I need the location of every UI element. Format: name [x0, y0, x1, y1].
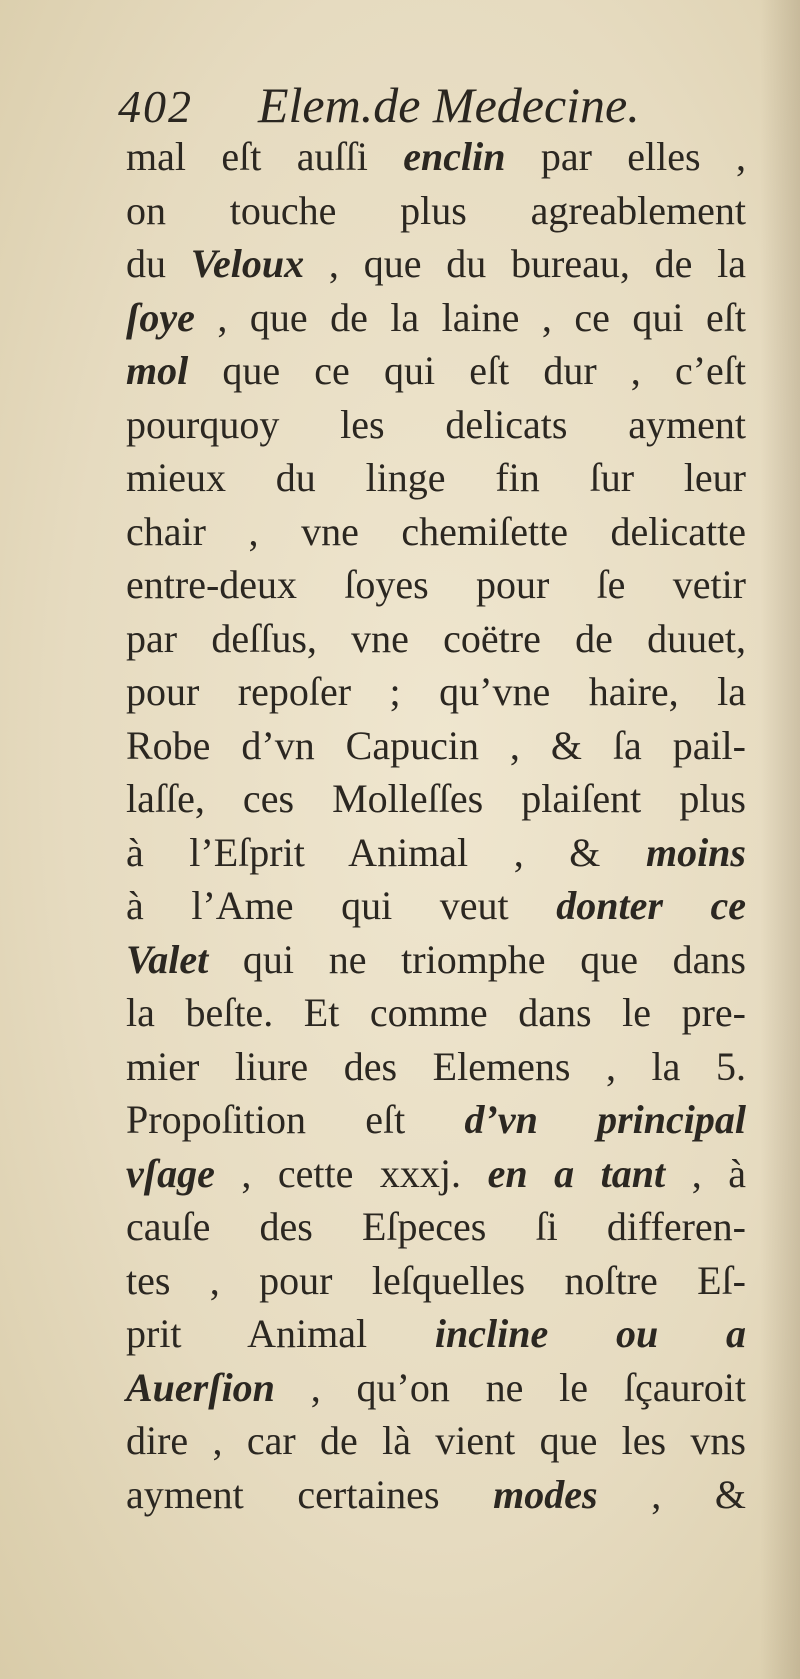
text-run: la beſte. Et comme dans le pre- — [126, 990, 746, 1035]
italic-text-run: en a tant — [487, 1150, 666, 1196]
text-run: mal eſt auſſi — [126, 134, 404, 179]
page-edge-shadow — [760, 0, 800, 1679]
italic-text-run: Auerſion — [126, 1364, 275, 1410]
text-line — [126, 558, 746, 612]
text-line — [126, 505, 746, 559]
text-line — [126, 772, 746, 826]
page-number: 402 — [118, 81, 193, 132]
text-run: Propoſition eſt — [126, 1097, 465, 1142]
text-line — [126, 398, 746, 452]
italic-text-run: vſage — [126, 1150, 215, 1196]
text-line — [126, 1307, 746, 1361]
text-line — [126, 344, 746, 398]
text-run: qui ne triomphe que dans — [208, 936, 746, 982]
text-run: , à — [665, 1150, 746, 1196]
text-line — [126, 826, 746, 880]
text-run: que ce qui eſt dur , c’eſt — [188, 348, 746, 393]
text-run: , cette xxxj. — [214, 1150, 488, 1196]
text-line — [126, 1254, 746, 1308]
text-run: on touche plus agreablement — [126, 187, 746, 233]
text-run: prit Animal — [126, 1311, 435, 1356]
text-line — [126, 665, 746, 719]
italic-text-run: d’vn principal — [464, 1097, 746, 1142]
text-line — [126, 986, 746, 1040]
text-line — [126, 1361, 746, 1415]
text-line — [126, 184, 746, 238]
text-line — [126, 291, 746, 345]
text-run: ayment certaines — [126, 1471, 494, 1517]
text-run: laſſe, ces Molleſſes plaiſent plus — [126, 776, 746, 821]
text-run: par elles , — [505, 134, 746, 179]
text-line — [126, 1414, 746, 1468]
text-line — [126, 879, 746, 933]
text-run: , que du bureau, de la — [304, 241, 747, 286]
text-line — [126, 1147, 746, 1201]
text-line — [126, 612, 746, 666]
text-line — [126, 933, 746, 987]
italic-text-run: moins — [645, 829, 746, 875]
italic-text-run: Veloux — [190, 241, 305, 286]
text-run: du — [126, 241, 191, 286]
italic-text-run: donter ce — [556, 883, 746, 928]
text-run: , que de la laine , ce qui eſt — [194, 294, 746, 340]
text-run: entre-deux ſoyes pour ſe vetir — [126, 562, 746, 607]
text-run: pour repoſer ; qu’vne haire, la — [126, 669, 746, 714]
italic-text-run: modes — [493, 1471, 598, 1517]
italic-text-run: mol — [126, 348, 189, 393]
text-run: mier liure des Elemens , la 5. — [126, 1043, 746, 1089]
text-line — [126, 719, 746, 773]
text-line — [126, 237, 746, 291]
text-run: , & — [597, 1471, 746, 1517]
text-line — [126, 1040, 746, 1094]
text-run: , qu’on ne le ſçauroit — [274, 1364, 746, 1410]
italic-text-run: enclin — [403, 134, 506, 179]
text-run: dire , car de là vient que les vns — [126, 1418, 746, 1463]
text-run: pourquoy les delicats ayment — [126, 401, 746, 447]
running-title: Elem.de Medecine. — [258, 77, 640, 133]
text-run: mieux du linge fin ſur leur — [126, 455, 746, 500]
text-run: tes , pour leſquelles noſtre Eſ- — [126, 1257, 746, 1303]
italic-text-run: ſoye — [126, 294, 195, 340]
text-run: à l’Eſprit Animal , & — [126, 829, 646, 875]
text-run: Robe d’vn Capucin , & ſa pail- — [126, 722, 746, 768]
text-line — [126, 1093, 746, 1147]
text-run: par deſſus, vne coëtre de duuet, — [126, 615, 746, 661]
body-text — [126, 130, 746, 1521]
text-line — [126, 130, 746, 184]
text-line — [126, 451, 746, 505]
text-line — [126, 1200, 746, 1254]
text-run: à l’Ame qui veut — [126, 883, 557, 928]
italic-text-run: Valet — [126, 936, 209, 982]
text-run: chair , vne chemiſette delicatte — [126, 508, 746, 554]
text-run: cauſe des Eſpeces ſi differen- — [126, 1204, 746, 1249]
text-line — [126, 1468, 746, 1522]
italic-text-run: incline ou a — [434, 1311, 746, 1356]
